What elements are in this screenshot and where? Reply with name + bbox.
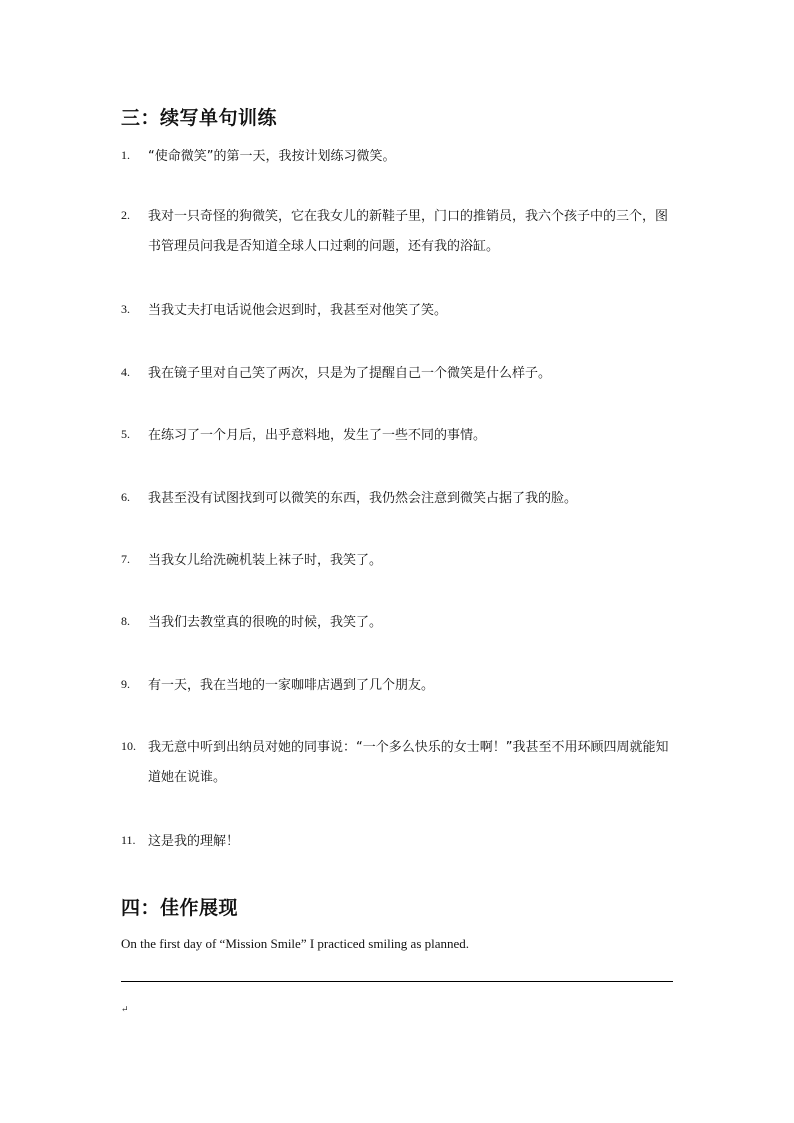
item-text: 在练习了一个月后，出乎意料地，发生了一些不同的事情。 xyxy=(148,428,487,443)
item-text: 这是我的理解！ xyxy=(148,834,240,849)
item-text: 当我女儿给洗碗机装上袜子时，我笑了。 xyxy=(148,553,383,568)
paragraph-mark: ↵ xyxy=(121,1005,129,1015)
section-3-heading: 三：续写单句训练 xyxy=(121,107,278,129)
item-number: 4. xyxy=(121,365,130,379)
item-text: 当我丈夫打电话说他会迟到时，我甚至对他笑了笑。 xyxy=(148,303,448,318)
item-number: 8. xyxy=(121,614,130,628)
item-number: 7. xyxy=(121,552,130,566)
item-number: 2. xyxy=(121,208,130,222)
item-number: 10. xyxy=(121,739,136,753)
item-text: 当我们去教堂真的很晚的时候，我笑了。 xyxy=(148,615,383,630)
item-number: 6. xyxy=(121,490,130,504)
item-number: 5. xyxy=(121,427,130,441)
item-text: “使命微笑”的第一天，我按计划练习微笑。 xyxy=(148,149,396,164)
item-text: 有一天，我在当地的一家咖啡店遇到了几个朋友。 xyxy=(148,678,435,693)
item-text: 我甚至没有试图找到可以微笑的东西，我仍然会注意到微笑占据了我的脸。 xyxy=(148,491,578,506)
writing-line xyxy=(121,981,673,982)
section-4-heading: 四：佳作展现 xyxy=(121,897,239,919)
item-number: 11. xyxy=(121,833,136,847)
item-text: 我对一只奇怪的狗微笑，它在我女儿的新鞋子里，门口的推销员，我六个孩子中的三个，图书管理员问我是否知道全球人口过剩的问题，还有我的浴缸。 xyxy=(148,209,669,254)
item-number: 1. xyxy=(121,148,130,162)
english-sample-sentence: On the first day of “Mission Smile” I practiced smiling as planned. xyxy=(121,936,470,951)
item-text: 我在镜子里对自己笑了两次，只是为了提醒自己一个微笑是什么样子。 xyxy=(148,366,552,381)
item-number: 3. xyxy=(121,302,130,316)
item-number: 9. xyxy=(121,677,130,691)
item-text: 我无意中听到出纳员对她的同事说：“一个多么快乐的女士啊！”我甚至不用环顾四周就能知道她在说谁。 xyxy=(148,740,669,785)
